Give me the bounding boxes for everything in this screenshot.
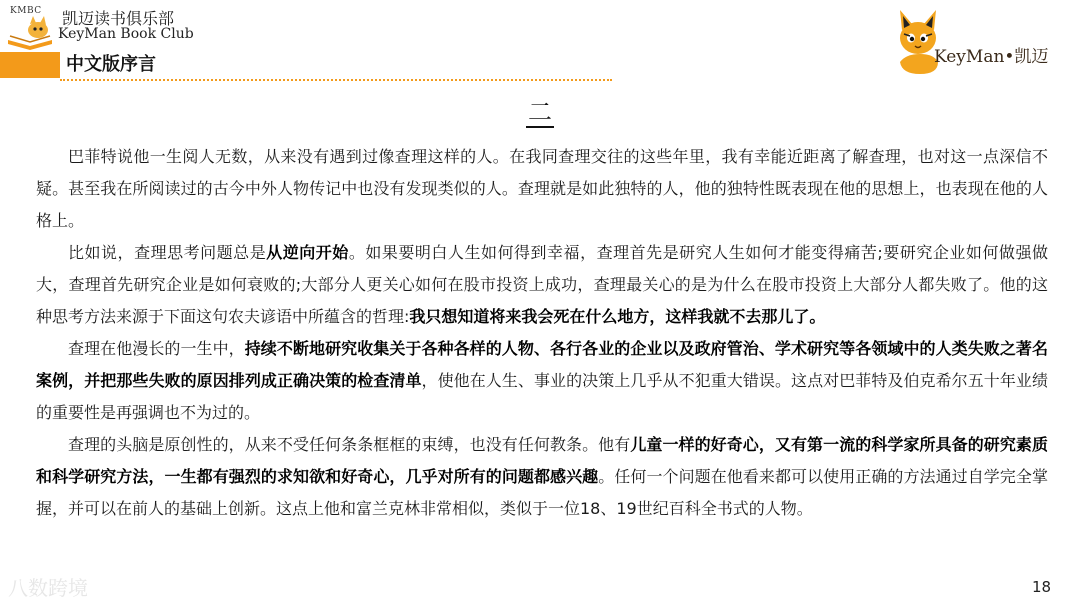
section-title: 中文版序言 [66, 54, 156, 75]
logo-left-text: KMBC [10, 6, 42, 16]
paragraph: 查理的头脑是原创性的，从来不受任何条条框框的束缚，也没有任何教条。他有儿童一样的好奇心，又有第一流的科学家所具备的研究素质和科学研究方法，一生都有强烈的求知欲和好奇心，几乎对所有的问题都感兴趣。任何一个问题在他看来都可以使用正确的方法通过自学完全掌握，并可以在前人的基础上创新。这点上他和富兰克林非常相似，类似于一位18、19世纪百科全书式的人物。 [36, 435, 1048, 518]
paragraph: 比如说，查理思考问题总是从逆向开始。如果要明白人生如何得到幸福，查理首先是研究人生如何才能变得痛苦;要研究企业如何做强做大，查理首先研究企业是如何衰败的;大部分人更关心如何在股市投资上成功，查理最关心的是为什么在股市投资上大部分人都失败了。他的这种思考方法来源于下面这句农夫谚语中所蕴含的哲理:我只想知道将来我会死在什么地方，这样我就不去那儿了。 [36, 243, 1048, 326]
club-name-cn: 凯迈读书俱乐部 [62, 9, 175, 28]
club-name-en: KeyMan Book Club [58, 26, 194, 42]
paragraph: 查理在他漫长的一生中，持续不断地研究收集关于各种各样的人物、各行各业的企业以及政府管治、学术研究等各领域中的人类失败之著名案例，并把那些失败的原因排列成正确决策的检查清单，使他在人生、事业的决策上几乎从不犯重大错误。这点对巴菲特及伯克希尔五十年业绩的重要性是再强调也不为过的。 [36, 339, 1048, 422]
book-cat-icon [4, 6, 56, 52]
title-divider [60, 79, 612, 81]
page-number: 18 [1032, 578, 1052, 596]
brand-text: KeyMan•凯迈 [934, 47, 1049, 67]
paragraph: 巴菲特说他一生阅人无数，从来没有遇到过像查理这样的人。在我同查理交往的这些年里，我有幸能近距离了解查理，也对这一点深信不疑。甚至我在所阅读过的古今中外人物传记中也没有发现类似的人。查理就是如此独特的人，他的独特性既表现在他的思想上，也表现在他的人格上。 [36, 147, 1048, 230]
title-accent-bar [0, 52, 60, 78]
body-text [36, 141, 1048, 525]
chapter-number: 二 [528, 98, 552, 126]
watermark: 八数跨境 [8, 576, 88, 600]
logo-left [4, 6, 56, 52]
logo-right [890, 4, 1070, 76]
